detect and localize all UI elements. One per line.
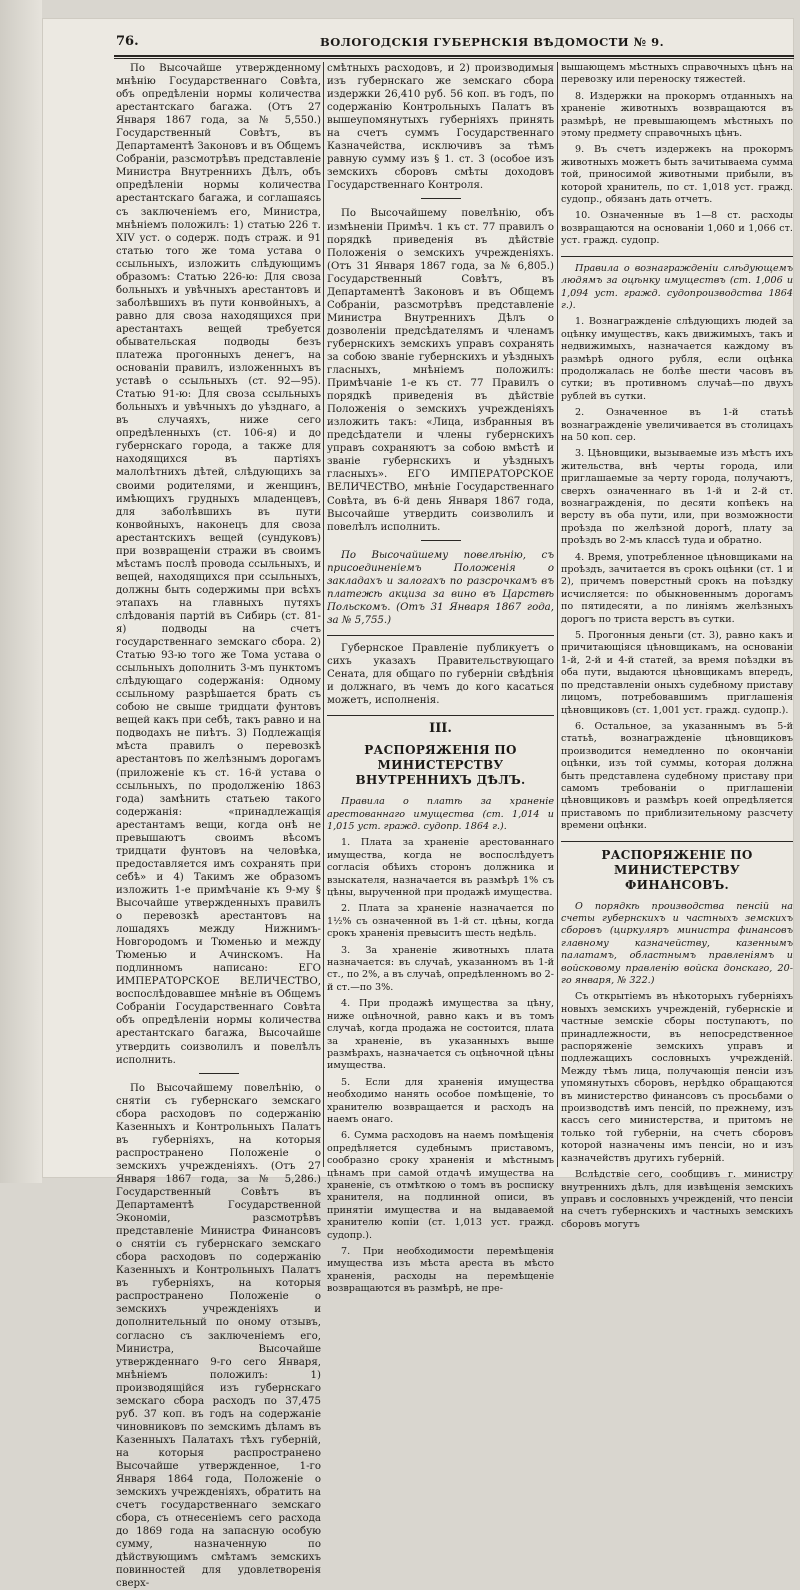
page-header xyxy=(70,34,790,54)
decree-zemstvo-note: По Высочайшему повелѣнію, объ измѣненіи Примѣч. 1 къ ст. 77 правилъ о порядкѣ приведенія въ дѣйствіе Положенія о земскихъ учрежденіяхъ. (Отъ 31 Января 1867 года, за № 6,805.) Государственный Совѣтъ, въ Департаментѣ Законовъ и въ Общемъ Собраніи, разсмотрѣвъ представленіе Министра Внутреннихъ Дѣлъ о дозволеніи предсѣдателямъ и членамъ губернскихъ земскихъ управъ сохранять за собою званіе губернскихъ и уѣздныхъ гласныхъ, мнѣніемъ положилъ: Примѣчаніе 1-е къ ст. 77 Правилъ о порядкѣ приведенія въ дѣйствіе Положенія о земскихъ учрежденіяхъ изложить такъ: «Лица, избранныя въ предсѣдатели и члены губернскихъ управъ сохраняютъ за собою вмѣстѣ и званіе губернскихъ и уѣздныхъ гласныхъ». ЕГО ИМПЕРАТОРСКОЕ ВЕЛИЧЕСТВО, мнѣніе Государственнаго Совѣта, въ 6-й день Января 1867 года, Высочайше утвердить соизволилъ и повелѣлъ исполнить. xyxy=(327,208,554,533)
rule-7-continuation: вышающемъ мѣстныхъ справочныхъ цѣнъ на перевозку или переноску тяжестей. xyxy=(561,62,793,86)
section-separator xyxy=(421,540,461,541)
column-middle xyxy=(327,62,554,1295)
page-left-margin xyxy=(0,0,42,1183)
pensions-circular-title: О порядкѣ производства пенсій на счеты губернскихъ и частныхъ земскихъ сборовъ (циркуляръ министра финансовъ главному казначейству, казеннымъ палатамъ, областнымъ правленіямъ и войсковому правленію войска донскаго, 20-го января, № 322.) xyxy=(561,900,793,986)
rules-appraisal-title: Правила о вознагражденіи слѣдующемъ людямъ за оцѣнку имуществъ (ст. 1,006 и 1,094 уст. гражд. судопроизводства 1864 г.). xyxy=(561,262,793,311)
section-rule xyxy=(561,256,793,257)
appraisal-rule-2: 2. Означенное въ 1-й статьѣ вознагражденіе увеличивается въ столицахъ на 50 коп. сер. xyxy=(561,407,793,443)
rule-5: 5. Если для храненія имущества необходимо нанять особое помѣщеніе, то хранителю возвращается и расходъ на наемъ онаго. xyxy=(327,1076,554,1125)
provincial-board-notice: Губернское Правленіе публикуетъ о сихъ указахъ Правительствующаго Сената, для общаго по губерніи свѣдѣнія и должнаго, въ чемъ до кого касаться можетъ, исполненія. xyxy=(327,642,554,707)
section-heading-interior: РАСПОРЯЖЕНІЯ ПО МИНИСТЕРСТВУ ВНУТРЕННИХЪ ДѢЛЪ. xyxy=(355,743,526,788)
rule-9: 9. Въ счетъ издержекъ на прокормъ животныхъ можетъ быть зачитываема сумма той, приносимой животными прибыли, въ которой хранитель, по ст. 1,018 уст. гражд. судопр., обязанъ дать отчетъ. xyxy=(561,144,793,206)
rule-8: 8. Издержки на прокормъ отданныхъ на храненіе животныхъ возвращаются въ размѣрѣ, не превышающемъ мѣстныхъ по этому предмету справочныхъ цѣнъ. xyxy=(561,90,793,140)
section-rule xyxy=(561,841,793,842)
page-number: 76. xyxy=(116,34,139,49)
decree-baggage-norm: По Высочайше утвержденному мнѣнію Государственнаго Совѣта, объ опредѣленіи нормы количества арестантскаго багажа. (Отъ 27 Января 1867 года, за № 5,550.) Государственный Совѣтъ, въ Департаментѣ Законовъ и въ Общемъ Собраніи, разсмотрѣвъ представленіе Министра Внутреннихъ Дѣлъ, объ опредѣленіи нормы количества арестантскаго багажа, и соглашаясь съ заключеніемъ его, Министра, мнѣніемъ положилъ: 1) статью 226 т. XIV уст. о содерж. подъ страж. и 91 статью того же тома устава о ссыльныхъ, изложить слѣдующимъ образомъ: Статью 226-ю: Для своза больныхъ и увѣчныхъ арестантовъ и заболѣвшихъ въ пути конвойныхъ, а равно для своза находящихся при арестантахъ вещей требуется обывательская подводы безъ платежа прогонныхъ денегъ, на основаніи правилъ, изложенныхъ въ уставѣ о ссыльныхъ (ст. 92—95). Статью 91-ю: Для своза ссыльныхъ больныхъ и увѣчныхъ до уѣзднаго, а въ случаяхъ, ниже сего опредѣленныхъ (ст. 106-я) и до губернскаго города, а также для находящихся въ партіяхъ малолѣтнихъ дѣтей, слѣдующихъ за своими родителями, и женщинъ, имѣющихъ грудныхъ младенцевъ, для заболѣвшихъ въ пути конвойныхъ, наконецъ для своза арестантскихъ вещей (сундуковъ) при возвращеніи стражи въ своимъ мѣстамъ послѣ провода ссыльныхъ, и вещей, находящихся при ссыльныхъ, должны быть содержимы при всѣхъ этапахъ на главныхъ путяхъ слѣдованія партій въ Сибирь (ст. 81-я) подводы на счетъ государственнаго земскаго сбора. 2) Статью 93-ю того же Тома устава о ссыльныхъ дополнить 3-мъ пунктомъ слѣдующаго содержанія: Одному ссыльному разрѣшается брать съ собою не свыше тридцати фунтовъ вещей какъ при себѣ, такъ равно и на подводахъ не пиѣтъ. 3) Подлежащія мѣста правилъ о перевозкѣ арестантовъ по желѣзнымъ дорогамъ (приложеніе къ ст. 16-й устава о ссыльныхъ, по продолженію 1863 года) замѣнить статьею такого содержанія: «принадлежащія арестантамъ вещи, когда онѣ не превышаютъ своимъ вѣсомъ тридцати фунтовъ на человѣка, предоставляется имъ сохранять при себѣ» и 4) Такимъ же образомъ изложить 1-е примѣчаніе къ 9-му § Высочайше утвержденныхъ правилъ о перевозкѣ арестантовъ на лошадяхъ между Нижнимъ-Новгородомъ и Тюменью и между Тюменью и Ачинскомъ. На подлинномъ написано: ЕГО ИМПЕРАТОРСКОЕ ВЕЛИЧЕСТВО, воспослѣдовавшее мнѣніе въ Общемъ Собраніи Государственнаго Совѣта объ опредѣленіи нормы количества арестантскаго багажа, Высочайше утвердить соизволилъ и повелѣлъ исполнить. xyxy=(116,63,321,1066)
section-separator xyxy=(421,198,461,199)
rule-10: 10. Означенные въ 1—8 ст. расходы возвращаются на основаніи 1,060 и 1,066 ст. уст. гражд. судопр. xyxy=(561,210,793,247)
section-rule xyxy=(327,715,554,716)
rule-6: 6. Сумма расходовъ на наемъ помѣщенія опредѣляется судебнымъ приставомъ, сообразно сроку храненія и мѣстнымъ цѣнамъ при самой отдачѣ имущества на храненіе, съ отмѣткою о томъ въ росписку хранителя, на подлинной описи, въ принятіи имущества и на выдаваемой хранителю копіи (ст. 1,013 уст. гражд. судопр.). xyxy=(327,1130,554,1241)
decree-continuation: смѣтныхъ расходовъ, и 2) производимыя изъ губернскаго же земскаго сбора издержки 26,410 руб. 56 коп. въ годъ, по содержанію Контрольныхъ Палатъ въ вышеупомянутыхъ губерніяхъ принять на счетъ суммъ Государственнаго Казначейства, исключивъ за тѣмъ равную сумму изъ § 1. ст. 3 (особое изъ земскихъ сборовъ смѣты доходовъ Государственнаго Контроля. xyxy=(327,63,554,192)
appraisal-rule-5: 5. Прогонныя деньги (ст. 3), равно какъ и причитающіяся цѣновщикамъ, на основаніи 1-й, 2-й и 4-й статей, за время поѣздки въ оба пути, выдаются цѣновщикамъ впередъ, по представленіи оныхъ судебному приставу лицомъ, потребовавшимъ приглашенія цѣновщиковъ (ст. 1,001 уст. гражд. судопр.). xyxy=(561,630,793,716)
appraisal-rule-4: 4. Время, употребленное цѣновщиками на проѣздъ, зачитается въ срокъ оцѣнки (ст. 1 и 2), причемъ поверстный срокъ на поѣздку исчисляется: по обыкновеннымъ дорогамъ по пятидесяти, а по линіямъ желѣзныхъ дорогъ по триста верстъ въ сутки. xyxy=(561,551,793,625)
section-separator xyxy=(199,1073,239,1074)
rule-4: 4. При продажѣ имущества за цѣну, ниже оцѣночной, равно какъ и въ томъ случаѣ, когда продажа не состоится, плата за храненіе, въ указанныхъ выше размѣрахъ, назначается съ оцѣночной цѣны имущества. xyxy=(327,998,554,1072)
appraisal-rule-1: 1. Вознагражденіе слѣдующихъ людей за оцѣнку имуществъ, какъ движимыхъ, такъ и недвижимыхъ, назначается каждому въ размѣрѣ одного рубля, если оцѣнка продолжалась не болѣе шести часовъ въ сутки; въ противномъ случаѣ—по двухъ рублей въ сутки. xyxy=(561,316,793,402)
rule-1: 1. Плата за храненіе арестованнаго имущества, когда не воспослѣдуетъ согласія обѣихъ сторонъ должника и взыскателя, назначается въ размѣрѣ 1% съ цѣны, вырученной при продажѣ имущества. xyxy=(327,837,554,899)
section-heading-finance: РАСПОРЯЖЕНІЕ ПО МИНИСТЕРСТВУ ФИНАНСОВЪ. xyxy=(601,847,753,892)
header-rule xyxy=(114,55,794,57)
pensions-paragraph-1: Съ открытіемъ въ нѣкоторыхъ губерніяхъ новыхъ земскихъ учрежденій, губернскіе и частные земскіе сборы поступаютъ, по принадлежности, въ непосредственное распоряженіе земскихъ управъ и подлежащихъ сословныхъ учрежденій. Между тѣмъ лица, получающія пенсіи изъ упомянутыхъ сборовъ, нерѣдко обращаются въ министерство финансовъ съ просьбами о производствѣ имъ пенсій, по прежнему, изъ кассъ сего министерства, и притомъ не только той губерніи, на счетъ сборовъ которой назначены имъ пенсіи, но и изъ казначействъ другихъ губерній. xyxy=(561,991,793,1164)
rules-storage-title: Правила о платѣ за храненіе арестованнаго имущества (ст. 1,014 и 1,015 уст. гражд. судопр. 1864 г.). xyxy=(327,796,554,833)
header-rule-thin xyxy=(114,58,794,59)
decree-poland-pledges: По Высочайшему повелѣнію, съ присоединеніемъ Положенія о закладахъ и залогахъ по разсрочкамъ въ платежѣ акциза за вино въ Царствѣ Польскомъ. (Отъ 31 Января 1867 года, за № 5,755.) xyxy=(327,549,554,626)
rule-7: 7. При необходимости перемѣщенія имущества изъ мѣста ареста въ мѣсто храненія, расходы на перемѣщеніе возвращаются въ размѣрѣ, не пре- xyxy=(327,1246,554,1295)
section-number: III. xyxy=(429,721,452,737)
column-rule-1 xyxy=(323,62,324,1167)
pensions-paragraph-2: Вслѣдствіе сего, сообщивъ г. министру внутреннихъ дѣлъ, для извѣщенія земскихъ управъ и сословныхъ учрежденій, что пенсіи на счетъ губернскихъ и частныхъ земскихъ сборовъ могутъ xyxy=(561,1169,793,1230)
column-rule-2 xyxy=(557,62,558,1167)
section-rule xyxy=(327,635,554,636)
appraisal-rule-6: 6. Остальное, за указаннымъ въ 5-й статьѣ, вознагражденіе цѣновщиковъ производится немедленно по окончаніи оцѣнки, изъ той суммы, которая должна быть представлена судебному приставу при самомъ требованіи о приглашеніи цѣновщиковъ и размѣръ коей опредѣляется приставомъ по приблизительному разсчету времени оцѣнки. xyxy=(561,720,793,832)
decree-zemstvo-expenses: По Высочайшему повелѣнію, о снятіи съ губернскаго земскаго сбора расходовъ по содержанію Казенныхъ и Контрольныхъ Палатъ въ губерніяхъ, на которыя распространено Положеніе о земскихъ учрежденіяхъ. (Отъ 27 Января 1867 года, за № 5,286.) Государственный Совѣтъ въ Департаментѣ Государственной Экономіи, разсмотрѣвъ представленіе Министра Финансовъ о снятіи съ губернскаго земскаго сбора расходовъ по содержанію Казенныхъ и Контрольныхъ Палатъ въ губерніяхъ, на которыя распространено Положеніе о земскихъ учрежденіяхъ и дополнительный по оному отзывъ, согласно съ заключеніемъ его, Министра, Высочайше утвержденнаго 9-го сего Января, мнѣніемъ положилъ: 1) производящійся изъ губернскаго земскаго сбора расходъ по 37,475 руб. 37 коп. въ годъ на содержаніе чиновниковъ по земскимъ дѣламъ въ Казенныхъ Палатахъ тѣхъ губерній, на которыя распространено Высочайше утвержденное, 1-го Января 1864 года, Положеніе о земскихъ учрежденіяхъ, обратить на счетъ государственнаго земскаго сбора, съ отнесеніемъ сего расхода до 1869 года на запасную особую сумму, назначенную по дѣйствующимъ смѣтамъ земскихъ повинностей для удовлетворенія сверх- xyxy=(116,1082,321,1590)
column-left xyxy=(116,62,321,1590)
rule-2: 2. Плата за храненіе назначается по 1½% съ означенной въ 1-й ст. цѣны, когда срокъ храненія превыситъ шесть недѣль. xyxy=(327,903,554,940)
appraisal-rule-3: 3. Цѣновщики, вызываемые изъ мѣстъ ихъ жительства, внѣ черты города, или приглашаемые за черту города, получаютъ, сверхъ означеннаго въ 1-й и 2-й ст. вознагражденія, по десяти копѣекъ на версту въ оба пути, или, при возможности проѣзда по желѣзной дорогѣ, плату за проѣздъ во 2-мъ классѣ туда и обратно. xyxy=(561,448,793,547)
column-right xyxy=(561,62,793,1230)
newspaper-title: ВОЛОГОДСКІЯ ГУБЕРНСКІЯ ВѢДОМОСТИ № 9. xyxy=(320,35,665,49)
rule-3: 3. За храненіе животныхъ плата назначается: въ случаѣ, указанномъ въ 1-й ст., по 2%, а въ случаѣ, опредѣленномъ во 2-й ст.—по 3%. xyxy=(327,944,554,993)
